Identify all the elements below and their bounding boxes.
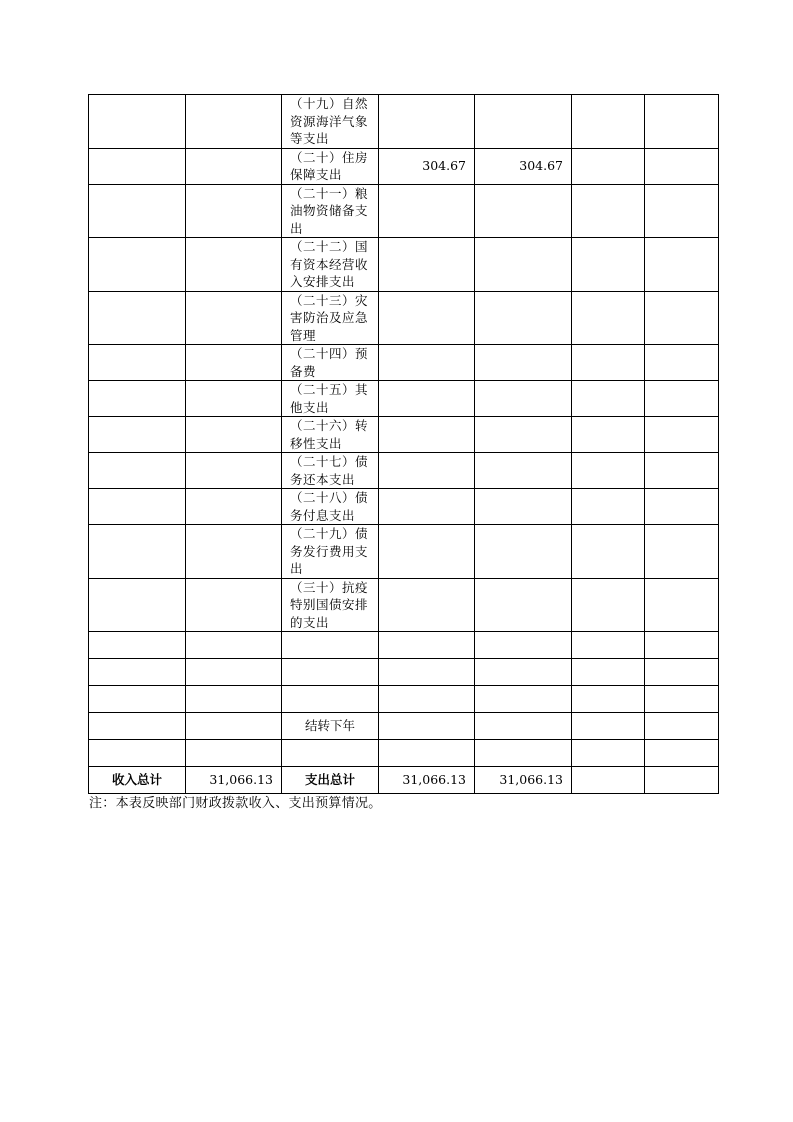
expense-general-cell [475, 291, 572, 345]
expense-general-cell [475, 95, 572, 149]
empty-cell [379, 686, 475, 713]
empty-cell [475, 740, 572, 767]
empty-cell [645, 767, 719, 794]
empty-cell [379, 713, 475, 740]
empty-cell [572, 632, 645, 659]
income-item-cell [89, 345, 186, 381]
expense-total-cell [379, 184, 475, 238]
empty-cell [572, 686, 645, 713]
table-row [89, 578, 719, 632]
expense-total-cell [379, 291, 475, 345]
expense-other-cell [645, 489, 719, 525]
expense-general-cell [475, 345, 572, 381]
empty-cell [379, 659, 475, 686]
carry-forward-row [89, 713, 719, 740]
table-row [89, 184, 719, 238]
table-note: 注：本表反映部门财政拨款收入、支出预算情况。 [89, 796, 382, 811]
empty-cell [186, 686, 282, 713]
empty-cell [475, 713, 572, 740]
expense-other-cell [572, 417, 645, 453]
expense-other-cell [572, 381, 645, 417]
expense-general-cell [475, 453, 572, 489]
empty-cell [572, 767, 645, 794]
empty-cell [475, 659, 572, 686]
income-item-cell [89, 95, 186, 149]
table-row [89, 525, 719, 579]
income-item-cell [89, 489, 186, 525]
expense-other-cell [645, 578, 719, 632]
expense-general-cell: 304.67 [475, 148, 572, 184]
expense-other-cell [572, 148, 645, 184]
table-row [89, 238, 719, 292]
expense-general-cell [475, 381, 572, 417]
income-amount-cell [186, 417, 282, 453]
expense-item-cell: （二十）住房保障支出 [282, 148, 379, 184]
income-item-cell [89, 184, 186, 238]
expense-general-cell [475, 489, 572, 525]
empty-cell [645, 632, 719, 659]
expense-general-cell [475, 184, 572, 238]
income-total-label: 收入总计 [89, 767, 186, 794]
income-amount-cell [186, 525, 282, 579]
expense-other-cell [645, 525, 719, 579]
table-row [89, 291, 719, 345]
expense-total-cell [379, 238, 475, 292]
income-amount-cell [186, 148, 282, 184]
expense-total-label: 支出总计 [282, 767, 379, 794]
income-amount-cell [186, 95, 282, 149]
expense-general-cell [475, 238, 572, 292]
income-amount-cell [186, 578, 282, 632]
expense-other-cell [645, 381, 719, 417]
empty-row [89, 659, 719, 686]
empty-cell [572, 740, 645, 767]
expense-item-cell: （二十七）债务还本支出 [282, 453, 379, 489]
expense-item-cell: （二十四）预备费 [282, 345, 379, 381]
table-row [89, 345, 719, 381]
empty-cell [645, 659, 719, 686]
income-item-cell [89, 148, 186, 184]
empty-cell [379, 740, 475, 767]
expense-other-cell [645, 184, 719, 238]
table-row [89, 381, 719, 417]
expense-total-cell [379, 381, 475, 417]
income-item-cell [89, 381, 186, 417]
expense-item-cell: （二十二）国有资本经营收入安排支出 [282, 238, 379, 292]
expense-other-cell [572, 345, 645, 381]
empty-cell [475, 686, 572, 713]
empty-cell [89, 659, 186, 686]
income-amount-cell [186, 489, 282, 525]
empty-cell [645, 740, 719, 767]
expense-item-cell: （二十六）转移性支出 [282, 417, 379, 453]
income-amount-cell [186, 345, 282, 381]
expense-other-cell [572, 453, 645, 489]
income-item-cell [89, 453, 186, 489]
empty-cell [282, 740, 379, 767]
budget-table [88, 94, 719, 794]
empty-cell [186, 713, 282, 740]
income-item-cell [89, 525, 186, 579]
expense-item-cell: （二十五）其他支出 [282, 381, 379, 417]
expense-other-cell [645, 148, 719, 184]
income-amount-cell [186, 453, 282, 489]
expense-other-cell [572, 238, 645, 292]
expense-other-cell [645, 345, 719, 381]
table-row [89, 417, 719, 453]
empty-cell [572, 659, 645, 686]
expense-item-cell: （二十一）粮油物资储备支出 [282, 184, 379, 238]
carry-forward-label: 结转下年 [282, 713, 379, 740]
expense-total-cell [379, 578, 475, 632]
income-item-cell [89, 578, 186, 632]
expense-other-cell [572, 578, 645, 632]
empty-cell [89, 686, 186, 713]
income-amount-cell [186, 184, 282, 238]
expense-general-cell [475, 578, 572, 632]
expense-other-cell [572, 489, 645, 525]
expense-other-cell [645, 417, 719, 453]
expense-other-cell [572, 95, 645, 149]
expense-total-cell [379, 489, 475, 525]
expense-item-cell: （十九）自然资源海洋气象等支出 [282, 95, 379, 149]
totals-row [89, 767, 719, 794]
expense-other-cell [645, 291, 719, 345]
expense-total-cell [379, 525, 475, 579]
empty-cell [89, 713, 186, 740]
empty-row [89, 740, 719, 767]
empty-cell [282, 686, 379, 713]
empty-cell [572, 713, 645, 740]
income-amount-cell [186, 238, 282, 292]
expense-total-cell [379, 95, 475, 149]
empty-cell [475, 632, 572, 659]
income-item-cell [89, 238, 186, 292]
empty-cell [89, 632, 186, 659]
income-amount-cell [186, 381, 282, 417]
empty-cell [282, 632, 379, 659]
empty-cell [645, 713, 719, 740]
expense-item-cell: （二十三）灾害防治及应急管理 [282, 291, 379, 345]
expense-total-cell [379, 345, 475, 381]
expense-general-total-value: 31,066.13 [475, 767, 572, 794]
income-item-cell [89, 291, 186, 345]
expense-item-cell: （三十）抗疫特别国债安排的支出 [282, 578, 379, 632]
empty-cell [645, 686, 719, 713]
expense-total-cell [379, 453, 475, 489]
table-row [89, 453, 719, 489]
expense-total-cell: 304.67 [379, 148, 475, 184]
expense-other-cell [645, 453, 719, 489]
table-row [89, 95, 719, 149]
empty-cell [186, 659, 282, 686]
empty-cell [282, 659, 379, 686]
table-row [89, 148, 719, 184]
empty-row [89, 632, 719, 659]
income-amount-cell [186, 291, 282, 345]
empty-row [89, 686, 719, 713]
table-row [89, 489, 719, 525]
empty-cell [186, 740, 282, 767]
expense-other-cell [572, 525, 645, 579]
empty-cell [186, 632, 282, 659]
income-total-value: 31,066.13 [186, 767, 282, 794]
expense-general-cell [475, 525, 572, 579]
expense-general-cell [475, 417, 572, 453]
expense-item-cell: （二十八）债务付息支出 [282, 489, 379, 525]
expense-other-cell [645, 238, 719, 292]
empty-cell [89, 740, 186, 767]
expense-other-cell [572, 184, 645, 238]
empty-cell [379, 632, 475, 659]
expense-total-cell [379, 417, 475, 453]
expense-total-value: 31,066.13 [379, 767, 475, 794]
expense-other-cell [645, 95, 719, 149]
expense-other-cell [572, 291, 645, 345]
expense-item-cell: （二十九）债务发行费用支出 [282, 525, 379, 579]
income-item-cell [89, 417, 186, 453]
